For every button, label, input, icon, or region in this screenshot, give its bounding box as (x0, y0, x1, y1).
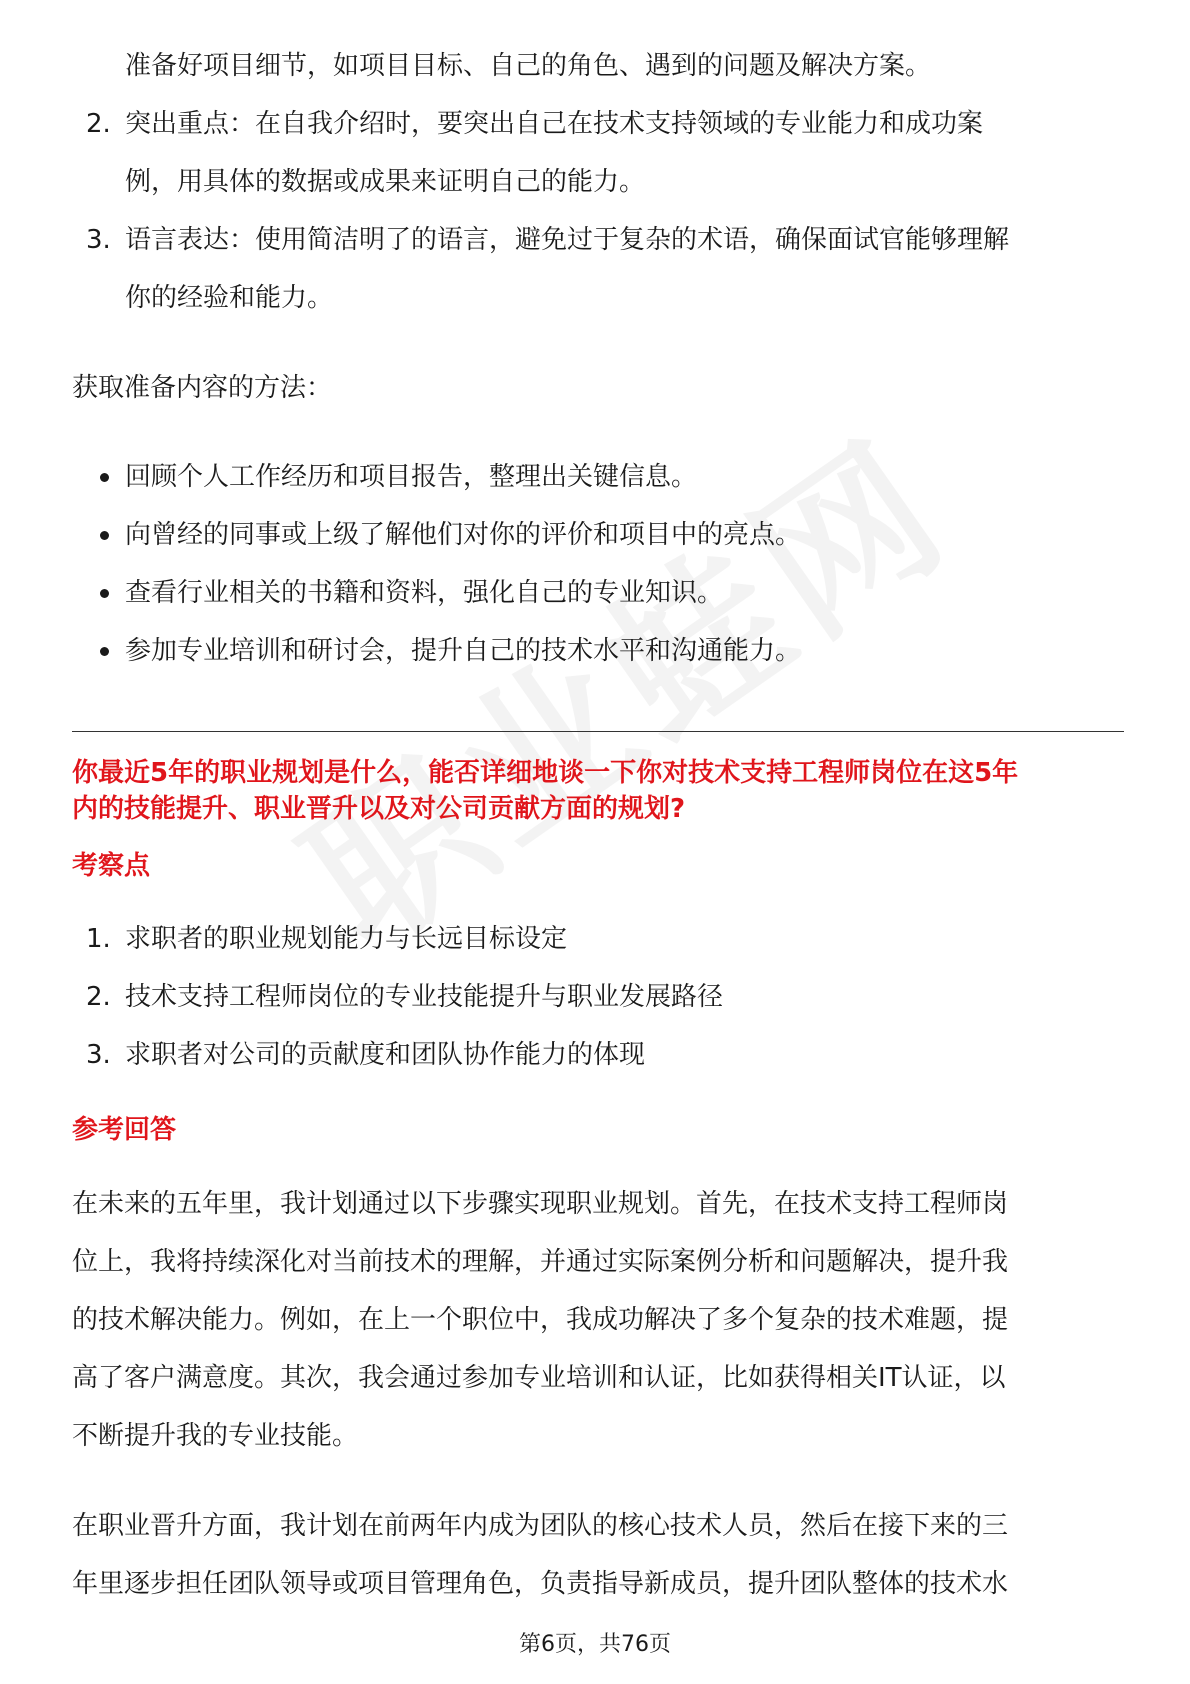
list-number: 3. (86, 225, 111, 255)
focus-number: 3. (86, 1040, 111, 1070)
list-item-continuation: 准备好项目细节，如项目目标、自己的角色、遇到的问题及解决方案。 (125, 51, 932, 81)
focus-item: 技术支持工程师岗位的专业技能提升与职业发展路径 (125, 982, 724, 1012)
list-item-line: 语言表达：使用简洁明了的语言，避免过于复杂的术语，确保面试官能够理解 (125, 225, 1010, 255)
focus-item: 求职者对公司的贡献度和团队协作能力的体现 (125, 1040, 646, 1070)
list-item-line: 你的经验和能力。 (125, 283, 334, 313)
page-number: 第6页，共76页 (519, 1632, 671, 1657)
bullet-item: 回顾个人工作经历和项目报告，整理出关键信息。 (125, 462, 698, 492)
methods-heading: 获取准备内容的方法： (72, 373, 333, 403)
focus-number: 2. (86, 982, 111, 1012)
bullet-dot (100, 589, 109, 598)
bullet-item: 查看行业相关的书籍和资料，强化自己的专业知识。 (125, 578, 724, 608)
answer-line: 的技术解决能力。例如，在上一个职位中，我成功解决了多个复杂的技术难题，提 (72, 1305, 1009, 1335)
bullet-dot (100, 473, 109, 482)
bullet-item: 向曾经的同事或上级了解他们对你的评价和项目中的亮点。 (125, 520, 802, 550)
answer-line: 位上，我将持续深化对当前技术的理解，并通过实际案例分析和问题解决，提升我 (72, 1247, 1009, 1277)
list-item-line: 突出重点：在自我介绍时，要突出自己在技术支持领域的专业能力和成功案 (125, 109, 984, 139)
focus-number: 1. (86, 924, 111, 954)
question-line: 内的技能提升、职业晋升以及对公司贡献方面的规划? (72, 794, 686, 824)
answer-line: 年里逐步担任团队领导或项目管理角色，负责指导新成员，提升团队整体的技术水 (72, 1569, 1009, 1599)
bullet-dot (100, 647, 109, 656)
question-line: 你最近5年的职业规划是什么，能否详细地谈一下你对技术支持工程师岗位在这5年 (72, 758, 1019, 788)
list-number: 2. (86, 109, 111, 139)
bullet-dot (100, 531, 109, 540)
list-item-line: 例，用具体的数据或成果来证明自己的能力。 (125, 167, 646, 197)
answer-line: 不断提升我的专业技能。 (72, 1421, 359, 1451)
section-divider (72, 731, 1124, 732)
answer-heading: 参考回答 (72, 1115, 177, 1145)
answer-line: 在职业晋升方面，我计划在前两年内成为团队的核心技术人员，然后在接下来的三 (72, 1511, 1009, 1541)
answer-line: 在未来的五年里，我计划通过以下步骤实现职业规划。首先，在技术支持工程师岗 (72, 1189, 1009, 1219)
focus-heading: 考察点 (72, 851, 151, 881)
bullet-item: 参加专业培训和研讨会，提升自己的技术水平和沟通能力。 (125, 636, 802, 666)
answer-line: 高了客户满意度。其次，我会通过参加专业培训和认证，比如获得相关IT认证，以 (72, 1363, 1006, 1393)
focus-item: 求职者的职业规划能力与长远目标设定 (125, 924, 568, 954)
